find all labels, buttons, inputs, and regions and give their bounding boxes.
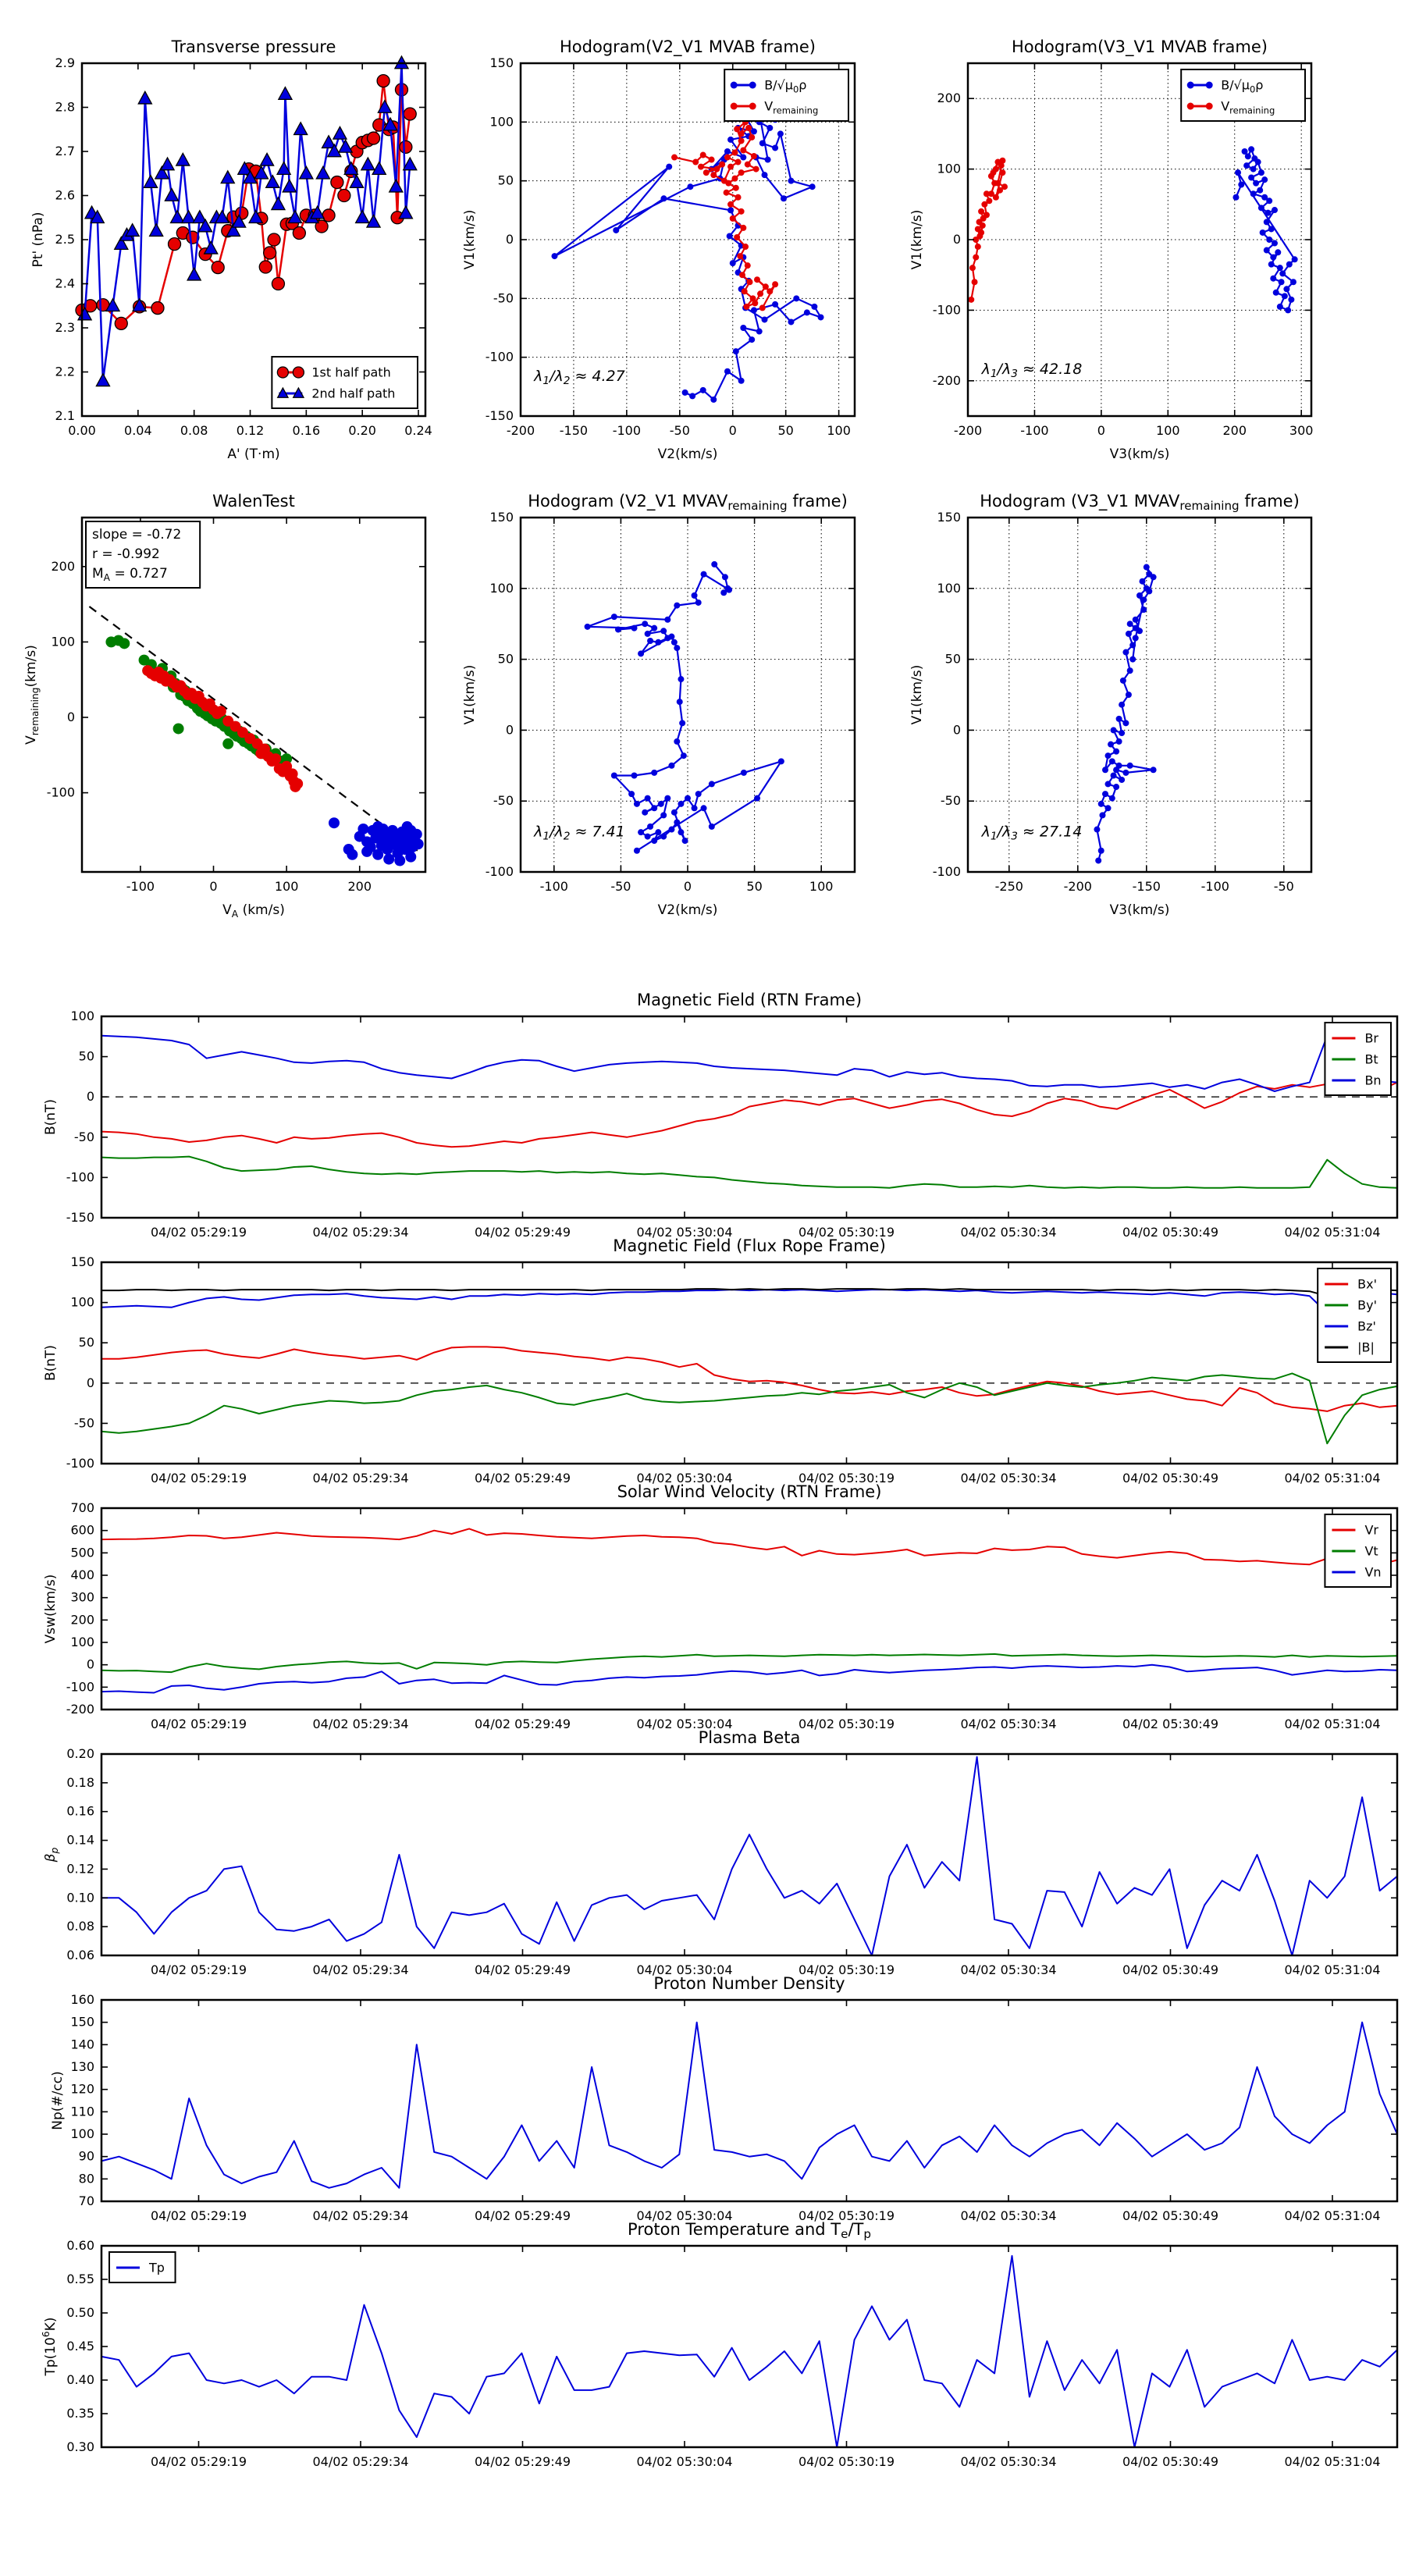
svg-text:0: 0	[1097, 423, 1105, 438]
svg-text:400: 400	[70, 1567, 94, 1582]
svg-text:200: 200	[937, 91, 961, 106]
svg-text:100: 100	[70, 1294, 94, 1310]
svg-text:50: 50	[78, 1048, 94, 1064]
svg-text:-100: -100	[46, 785, 75, 800]
svg-text:04/02 05:31:04: 04/02 05:31:04	[1284, 1471, 1381, 1485]
chart-magnetic-field-rtn	[43, 991, 1397, 1240]
svg-text:04/02 05:29:34: 04/02 05:29:34	[312, 1471, 409, 1485]
svg-text:04/02 05:30:49: 04/02 05:30:49	[1122, 2454, 1219, 2469]
svg-text:04/02 05:29:19: 04/02 05:29:19	[150, 1471, 247, 1485]
svg-text:04/02 05:31:04: 04/02 05:31:04	[1284, 1962, 1381, 1977]
svg-text:0: 0	[683, 879, 692, 894]
svg-text:150: 150	[70, 2014, 94, 2030]
svg-text:0.35: 0.35	[66, 2406, 94, 2421]
svg-text:04/02 05:30:34: 04/02 05:30:34	[960, 1962, 1057, 1977]
chart-hodogram-v2v1-mvav	[462, 492, 855, 918]
svg-text:04/02 05:30:19: 04/02 05:30:19	[798, 2454, 895, 2469]
svg-text:0: 0	[86, 1089, 94, 1105]
svg-text:2.9: 2.9	[55, 55, 75, 70]
svg-text:B(nT): B(nT)	[43, 1344, 59, 1382]
svg-text:04/02 05:30:04: 04/02 05:30:04	[636, 2208, 733, 2223]
svg-text:B/√μ0​ρ: $B/√\mu_0\rho$	[764, 77, 807, 95]
hodogram-v3v1-mvav-plot	[909, 492, 1311, 918]
svg-text:-150: -150	[559, 423, 589, 438]
svg-text:2.7: 2.7	[55, 144, 75, 158]
svg-text:-200: -200	[506, 423, 535, 438]
svg-text:-150: -150	[485, 408, 514, 423]
svg-text:04/02 05:29:49: 04/02 05:29:49	[474, 2208, 571, 2223]
svg-text:Bx': Bx'	[1357, 1276, 1378, 1292]
svg-text:Vsw(km/s): Vsw(km/s)	[43, 1574, 59, 1644]
svg-text:04/02 05:30:49: 04/02 05:30:49	[1122, 2208, 1219, 2223]
svg-text:90: 90	[78, 2148, 94, 2164]
svg-text:0.08: 0.08	[66, 1919, 94, 1934]
chart-hodogram-v2v1-mvab	[462, 37, 855, 462]
svg-text:50: 50	[497, 173, 514, 188]
svg-text:2.6: 2.6	[55, 187, 75, 203]
svg-text:Transverse pressure: Transverse pressure	[171, 37, 336, 56]
svg-text:-150: -150	[1132, 879, 1161, 894]
svg-text:V1(km/s): V1(km/s)	[462, 209, 478, 270]
svg-text:04/02 05:30:04: 04/02 05:30:04	[636, 1717, 733, 1731]
svg-text:100: 100	[51, 634, 75, 649]
svg-text:0.14: 0.14	[66, 1832, 94, 1848]
svg-text:0.50: 0.50	[66, 2305, 94, 2320]
chart-magnetic-field-flux-rope	[43, 1236, 1397, 1485]
svg-text:100: 100	[70, 1635, 94, 1649]
svg-text:0.60: 0.60	[66, 2238, 94, 2253]
svg-text:Vr: Vr	[1364, 1522, 1378, 1538]
svg-text:04/02 05:29:34: 04/02 05:29:34	[312, 2454, 409, 2469]
svg-text:λ1​/λ2​ ≈ 7.41: $\lambda_1/\lambda_2 \approx 7.41$	[534, 823, 625, 843]
svg-text:Hodogram (V2_V1 MVAVremaining​: Hodogram (V2_V1 MVAVremaining frame)	[528, 492, 848, 513]
svg-text:0.20: 0.20	[66, 1746, 94, 1761]
svg-text:Bz': Bz'	[1357, 1318, 1376, 1334]
svg-text:WalenTest: WalenTest	[212, 492, 295, 511]
svg-text:V2(km/s): V2(km/s)	[657, 447, 718, 462]
svg-text:04/02 05:30:19: 04/02 05:30:19	[798, 1962, 895, 1977]
svg-text:Vremaining​: $V_{remaining}$	[1221, 98, 1275, 116]
svg-text:Vremaining​: $V_{remaining}$	[764, 98, 819, 116]
svg-text:-100: -100	[485, 864, 514, 879]
svg-text:04/02 05:30:19: 04/02 05:30:19	[798, 2208, 895, 2223]
svg-text:04/02 05:29:19: 04/02 05:29:19	[150, 2454, 247, 2469]
svg-text:Hodogram (V3_V1 MVAVremaining​: Hodogram (V3_V1 MVAVremaining frame)	[980, 492, 1300, 513]
svg-text:04/02 05:29:49: 04/02 05:29:49	[474, 1225, 571, 1240]
svg-text:-150: -150	[66, 1210, 94, 1225]
svg-text:100: 100	[489, 114, 514, 130]
svg-text:-100: -100	[1020, 423, 1049, 438]
svg-text:Br: Br	[1364, 1030, 1379, 1046]
svg-text:100: 100	[937, 580, 961, 596]
svg-text:0.00: 0.00	[68, 423, 96, 438]
svg-text:B(nT): B(nT)	[43, 1098, 59, 1136]
svg-text:Np(#/cc): Np(#/cc)	[50, 2071, 66, 2130]
svg-text:04/02 05:29:19: 04/02 05:29:19	[150, 1225, 247, 1240]
svg-text:04/02 05:30:49: 04/02 05:30:49	[1122, 1962, 1219, 1977]
svg-text:100: 100	[937, 161, 961, 176]
svg-text:V2(km/s): V2(km/s)	[657, 902, 718, 918]
svg-text:Plasma Beta: Plasma Beta	[698, 1728, 801, 1747]
svg-text:B/√μ0​ρ: $B/√\mu_0\rho$	[1221, 77, 1264, 95]
svg-text:0: 0	[505, 722, 514, 738]
svg-text:V1(km/s): V1(km/s)	[462, 664, 478, 725]
svg-text:04/02 05:31:04: 04/02 05:31:04	[1284, 1225, 1381, 1240]
svg-text:Bn: Bn	[1364, 1073, 1382, 1088]
svg-text:140: 140	[70, 2037, 94, 2052]
svg-text:300: 300	[70, 1589, 94, 1605]
svg-text:04/02 05:31:04: 04/02 05:31:04	[1284, 2454, 1381, 2469]
svg-text:0: 0	[86, 1656, 94, 1672]
svg-text:2nd half path: 2nd half path	[311, 386, 396, 401]
svg-text:04/02 05:29:19: 04/02 05:29:19	[150, 1962, 247, 1977]
svg-text:70: 70	[78, 2194, 94, 2208]
svg-text:0.30: 0.30	[66, 2439, 94, 2454]
svg-text:0.40: 0.40	[66, 2372, 94, 2387]
svg-text:|B|: |B|	[1357, 1340, 1375, 1355]
svg-text:λ1​/λ2​ ≈ 4.27: $\lambda_1/\lambda_2 \approx 4.27$	[534, 367, 625, 387]
svg-text:04/02 05:30:49: 04/02 05:30:49	[1122, 1717, 1219, 1731]
svg-text:-200: -200	[953, 423, 983, 438]
svg-text:04/02 05:30:34: 04/02 05:30:34	[960, 2454, 1057, 2469]
svg-text:04/02 05:29:34: 04/02 05:29:34	[312, 1962, 409, 1977]
svg-text:110: 110	[70, 2104, 94, 2119]
svg-text:0: 0	[952, 722, 961, 738]
svg-text:700: 700	[70, 1500, 94, 1515]
svg-text:100: 100	[70, 1009, 94, 1023]
chart-plasma-beta	[43, 1728, 1397, 1977]
svg-text:160: 160	[70, 1992, 94, 2007]
svg-text:βp​: $\beta_p$	[43, 1847, 60, 1863]
svg-text:Solar Wind Velocity (RTN Frame: Solar Wind Velocity (RTN Frame)	[617, 1482, 882, 1501]
hodogram-v3v1-mvab-plot	[909, 37, 1314, 462]
svg-text:-100: -100	[485, 349, 514, 365]
svg-text:0.24: 0.24	[404, 423, 432, 438]
svg-text:2.8: 2.8	[55, 99, 75, 115]
svg-text:-100: -100	[66, 1456, 94, 1471]
svg-text:04/02 05:30:04: 04/02 05:30:04	[636, 1471, 733, 1485]
np-plot	[50, 1974, 1397, 2223]
svg-text:04/02 05:29:49: 04/02 05:29:49	[474, 1717, 571, 1731]
svg-text:04/02 05:29:19: 04/02 05:29:19	[150, 1717, 247, 1731]
svg-text:-50: -50	[73, 1415, 94, 1431]
svg-text:Pt' (nPa): Pt' (nPa)	[30, 212, 46, 268]
svg-text:04/02 05:29:19: 04/02 05:29:19	[150, 2208, 247, 2223]
flux-rope-plot	[43, 1236, 1397, 1485]
svg-text:150: 150	[489, 510, 514, 525]
svg-text:-50: -50	[73, 1129, 94, 1144]
svg-text:-100: -100	[932, 864, 961, 879]
svg-text:04/02 05:30:04: 04/02 05:30:04	[636, 1225, 733, 1240]
svg-text:-100: -100	[66, 1169, 94, 1185]
svg-text:04/02 05:30:19: 04/02 05:30:19	[798, 1225, 895, 1240]
chart-proton-temperature	[41, 2220, 1397, 2469]
svg-text:100: 100	[274, 879, 299, 894]
hodogram-v2v1-mvav-plot	[462, 492, 855, 918]
svg-text:Vt: Vt	[1364, 1543, 1378, 1559]
svg-text:04/02 05:30:19: 04/02 05:30:19	[798, 1717, 895, 1731]
svg-text:2.3: 2.3	[55, 320, 75, 335]
svg-text:λ1​/λ3​ ≈ 42.18: $\lambda_1/\lambda_3 \approx 42.18$	[981, 360, 1083, 380]
svg-text:-50: -50	[669, 423, 690, 438]
svg-text:04/02 05:29:34: 04/02 05:29:34	[312, 1225, 409, 1240]
chart-walen-test	[23, 492, 425, 920]
hodogram-v2v1-mvab-plot	[462, 37, 855, 462]
svg-text:100: 100	[809, 879, 834, 894]
svg-text:r = -0.992: r = -0.992	[92, 546, 160, 562]
svg-text:150: 150	[937, 510, 961, 525]
svg-text:-50: -50	[1273, 879, 1294, 894]
svg-text:04/02 05:30:34: 04/02 05:30:34	[960, 1717, 1057, 1731]
svg-text:0.10: 0.10	[66, 1890, 94, 1905]
svg-text:04/02 05:31:04: 04/02 05:31:04	[1284, 1717, 1381, 1731]
svg-text:0.16: 0.16	[66, 1803, 94, 1819]
svg-text:V3(km/s): V3(km/s)	[1109, 902, 1170, 918]
svg-text:V3(km/s): V3(km/s)	[1109, 447, 1170, 462]
svg-text:100: 100	[1156, 423, 1180, 438]
svg-text:04/02 05:30:34: 04/02 05:30:34	[960, 1471, 1057, 1485]
svg-text:04/02 05:31:04: 04/02 05:31:04	[1284, 2208, 1381, 2223]
tp-plot	[41, 2220, 1397, 2469]
vsw-plot	[43, 1482, 1397, 1731]
svg-text:200: 200	[1222, 423, 1247, 438]
svg-text:04/02 05:29:49: 04/02 05:29:49	[474, 1471, 571, 1485]
svg-text:λ1​/λ3​ ≈ 27.14: $\lambda_1/\lambda_3 \approx 27.14$	[981, 823, 1083, 843]
svg-text:0: 0	[86, 1375, 94, 1390]
svg-text:0.55: 0.55	[66, 2272, 94, 2286]
svg-text:04/02 05:29:49: 04/02 05:29:49	[474, 1962, 571, 1977]
svg-text:Magnetic Field (Flux Rope Fram: Magnetic Field (Flux Rope Frame)	[613, 1236, 886, 1255]
svg-text:100: 100	[70, 2126, 94, 2141]
svg-text:-100: -100	[1200, 879, 1229, 894]
mag-rtn-plot	[43, 991, 1397, 1240]
svg-text:-100: -100	[126, 879, 155, 894]
chart-transverse-pressure	[30, 37, 432, 462]
svg-text:50: 50	[746, 879, 763, 894]
svg-text:2.2: 2.2	[55, 364, 75, 379]
svg-text:Proton Number Density: Proton Number Density	[653, 1974, 845, 1993]
svg-text:-100: -100	[66, 1679, 94, 1695]
svg-text:04/02 05:30:34: 04/02 05:30:34	[960, 2208, 1057, 2223]
svg-text:0: 0	[728, 423, 737, 438]
svg-text:200: 200	[347, 879, 372, 894]
svg-text:100: 100	[827, 423, 851, 438]
svg-text:2.1: 2.1	[55, 408, 75, 423]
chart-solar-wind-velocity	[43, 1482, 1397, 1731]
svg-text:50: 50	[497, 651, 514, 667]
svg-text:04/02 05:30:19: 04/02 05:30:19	[798, 1471, 895, 1485]
svg-text:V1(km/s): V1(km/s)	[909, 664, 925, 725]
svg-text:04/02 05:29:34: 04/02 05:29:34	[312, 2208, 409, 2223]
svg-text:-50: -50	[493, 290, 514, 306]
svg-text:0: 0	[505, 232, 514, 247]
svg-text:500: 500	[70, 1545, 94, 1560]
chart-proton-number-density	[50, 1974, 1397, 2223]
svg-text:Vn: Vn	[1364, 1564, 1382, 1580]
svg-text:By': By'	[1357, 1297, 1378, 1313]
svg-text:0.12: 0.12	[66, 1861, 94, 1877]
svg-text:Proton Temperature and Te​/Tp​: Proton Temperature and Te/Tp	[628, 2220, 871, 2241]
svg-text:Hodogram(V2_V1 MVAB frame): Hodogram(V2_V1 MVAB frame)	[560, 37, 816, 56]
svg-text:200: 200	[51, 558, 75, 574]
transverse-pressure-plot	[30, 37, 432, 462]
svg-text:04/02 05:30:34: 04/02 05:30:34	[960, 1225, 1057, 1240]
svg-text:600: 600	[70, 1522, 94, 1538]
svg-text:-50: -50	[940, 793, 961, 809]
svg-text:150: 150	[70, 1254, 94, 1269]
svg-text:04/02 05:30:04: 04/02 05:30:04	[636, 1962, 733, 1977]
svg-text:50: 50	[777, 423, 794, 438]
svg-text:-100: -100	[612, 423, 642, 438]
svg-text:04/02 05:30:49: 04/02 05:30:49	[1122, 1225, 1219, 1240]
svg-text:V1(km/s): V1(km/s)	[909, 209, 925, 270]
svg-text:300: 300	[1289, 423, 1314, 438]
svg-text:0.06: 0.06	[66, 1948, 94, 1962]
svg-text:-50: -50	[610, 879, 631, 894]
svg-text:130: 130	[70, 2059, 94, 2074]
svg-text:0.20: 0.20	[348, 423, 376, 438]
svg-text:150: 150	[489, 55, 514, 70]
svg-text:A' (T·m): A' (T·m)	[227, 447, 280, 462]
svg-text:04/02 05:30:04: 04/02 05:30:04	[636, 2454, 733, 2469]
svg-text:VA​ (km/s): $V_A$ (km/s)	[222, 902, 285, 920]
svg-text:-200: -200	[932, 372, 961, 388]
chart-hodogram-v3v1-mvav	[909, 492, 1311, 918]
svg-text:0.04: 0.04	[124, 423, 152, 438]
svg-text:Tp: Tp	[149, 2260, 165, 2275]
svg-text:Bt: Bt	[1364, 1051, 1378, 1067]
svg-text:04/02 05:29:34: 04/02 05:29:34	[312, 1717, 409, 1731]
svg-text:0: 0	[209, 879, 218, 894]
svg-text:0.12: 0.12	[236, 423, 265, 438]
svg-text:-100: -100	[932, 302, 961, 318]
svg-text:MA​ = 0.727: $M_A = 0.727$	[92, 566, 168, 583]
walen-test-plot	[23, 492, 425, 920]
svg-text:0: 0	[66, 709, 75, 724]
svg-text:0.08: 0.08	[180, 423, 208, 438]
svg-text:-100: -100	[539, 879, 568, 894]
chart-hodogram-v3v1-mvab	[909, 37, 1314, 462]
svg-text:04/02 05:29:49: 04/02 05:29:49	[474, 2454, 571, 2469]
svg-text:Magnetic Field (RTN Frame): Magnetic Field (RTN Frame)	[636, 991, 863, 1009]
svg-text:50: 50	[78, 1335, 94, 1350]
svg-text:04/02 05:30:49: 04/02 05:30:49	[1122, 1471, 1219, 1485]
svg-text:2.5: 2.5	[55, 232, 75, 247]
svg-text:-200: -200	[1063, 879, 1092, 894]
svg-text:slope = -0.72: slope = -0.72	[92, 527, 182, 543]
svg-text:-50: -50	[493, 793, 514, 809]
svg-text:-250: -250	[994, 879, 1023, 894]
svg-text:80: 80	[78, 2171, 94, 2186]
svg-text:Hodogram(V3_V1 MVAB frame): Hodogram(V3_V1 MVAB frame)	[1012, 37, 1268, 56]
svg-text:Vremaining​(km/s): $V_{remaining}(km/s)$	[23, 645, 41, 745]
svg-text:0: 0	[952, 232, 961, 247]
svg-text:Tp(106​K): $Tp(10^6K)$	[41, 2317, 59, 2376]
svg-text:-200: -200	[66, 1702, 94, 1717]
svg-text:0.45: 0.45	[66, 2339, 94, 2354]
svg-text:50: 50	[944, 651, 961, 667]
svg-text:0.18: 0.18	[66, 1774, 94, 1790]
svg-text:100: 100	[489, 580, 514, 596]
svg-text:200: 200	[70, 1612, 94, 1628]
svg-text:0.16: 0.16	[292, 423, 321, 438]
svg-text:120: 120	[70, 2081, 94, 2097]
svg-text:2.4: 2.4	[55, 276, 75, 291]
svg-text:1st half path: 1st half path	[311, 365, 391, 380]
